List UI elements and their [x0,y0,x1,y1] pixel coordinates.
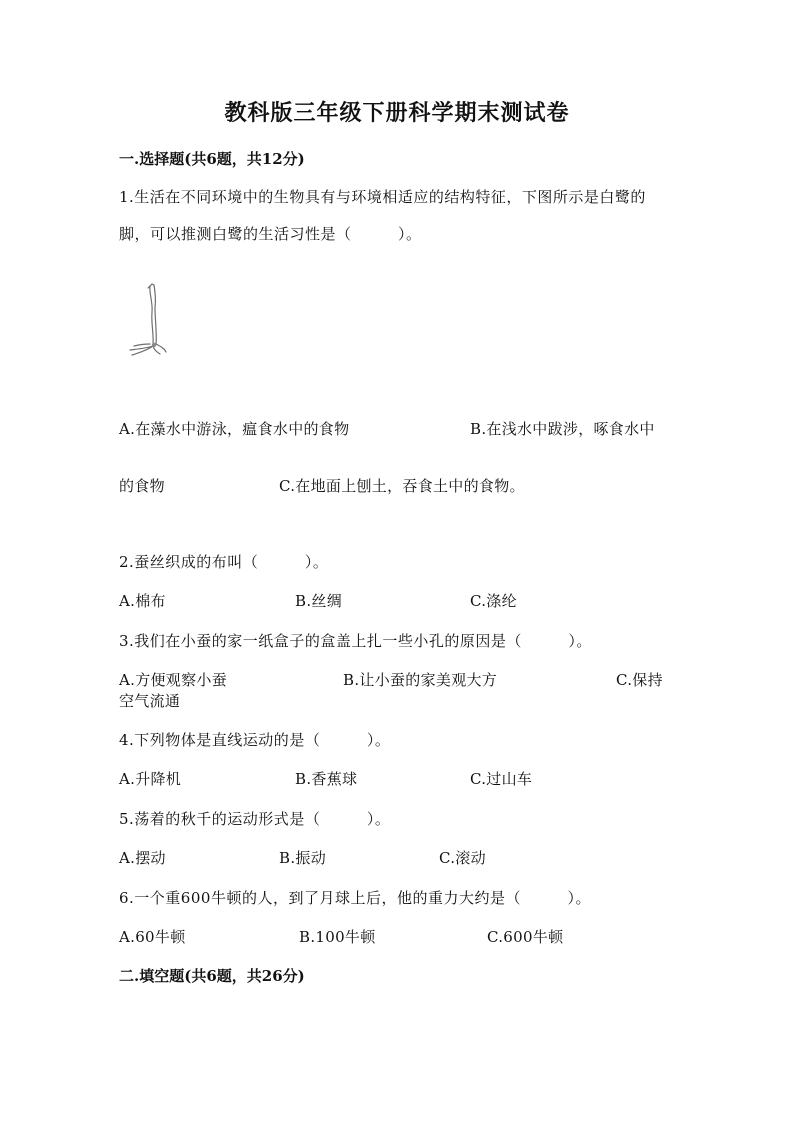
question-6-option-c[interactable]: C.600牛顿 [487,928,564,946]
question-1-option-a[interactable]: A.在藻水中游泳，瘟食水中的食物 [119,420,350,438]
question-1-option-b[interactable]: B.在浅水中跋涉，啄食水中 [470,420,655,438]
question-6-option-b[interactable]: B.100牛顿 [299,928,376,946]
question-3-option-b[interactable]: B.让小蚕的家美观大方 [343,671,498,689]
question-1-option-b-continued: 的食物 [119,477,165,495]
question-2-option-a[interactable]: A.棉布 [119,592,166,610]
question-3: 3.我们在小蚕的家一纸盒子的盒盖上扎一些小孔的原因是（ ）。 [119,632,592,650]
section-heading-fill-blank: 二.填空题(共6题，共26分) [119,967,305,985]
egret-foot-sketch-icon [124,282,172,362]
question-5: 5.荡着的秋千的运动形式是（ ）。 [119,810,391,828]
question-4-option-a[interactable]: A.升降机 [119,770,182,788]
page-title: 教科版三年级下册科学期末测试卷 [224,100,570,126]
question-5-option-b[interactable]: B.振动 [279,849,326,867]
question-1-line-1: 1.生活在不同环境中的生物具有与环境相适应的结构特征，下图所示是白鹭的 [119,188,646,206]
question-1-option-c[interactable]: C.在地面上刨土，吞食土中的食物。 [279,477,525,495]
question-3-option-c-continued: 空气流通 [119,692,181,710]
question-2-option-c[interactable]: C.涤纶 [470,592,517,610]
question-2-option-b[interactable]: B.丝绸 [295,592,342,610]
question-1-line-2: 脚，可以推测白鹭的生活习性是（ ）。 [119,225,422,243]
question-6-option-a[interactable]: A.60牛顿 [119,928,186,946]
question-5-option-a[interactable]: A.摆动 [119,849,166,867]
section-heading-choice: 一.选择题(共6题，共12分) [119,150,305,168]
question-4-option-c[interactable]: C.过山车 [470,770,533,788]
question-2: 2.蚕丝织成的布叫（ ）。 [119,553,329,571]
question-4-option-b[interactable]: B.香蕉球 [295,770,358,788]
question-5-option-c[interactable]: C.滚动 [439,849,486,867]
question-4: 4.下列物体是直线运动的是（ ）。 [119,731,391,749]
question-3-option-c[interactable]: C.保持 [616,671,663,689]
question-3-option-a[interactable]: A.方便观察小蚕 [119,671,228,689]
question-6: 6.一个重600牛顿的人，到了月球上后，他的重力大约是（ ）。 [119,889,591,907]
